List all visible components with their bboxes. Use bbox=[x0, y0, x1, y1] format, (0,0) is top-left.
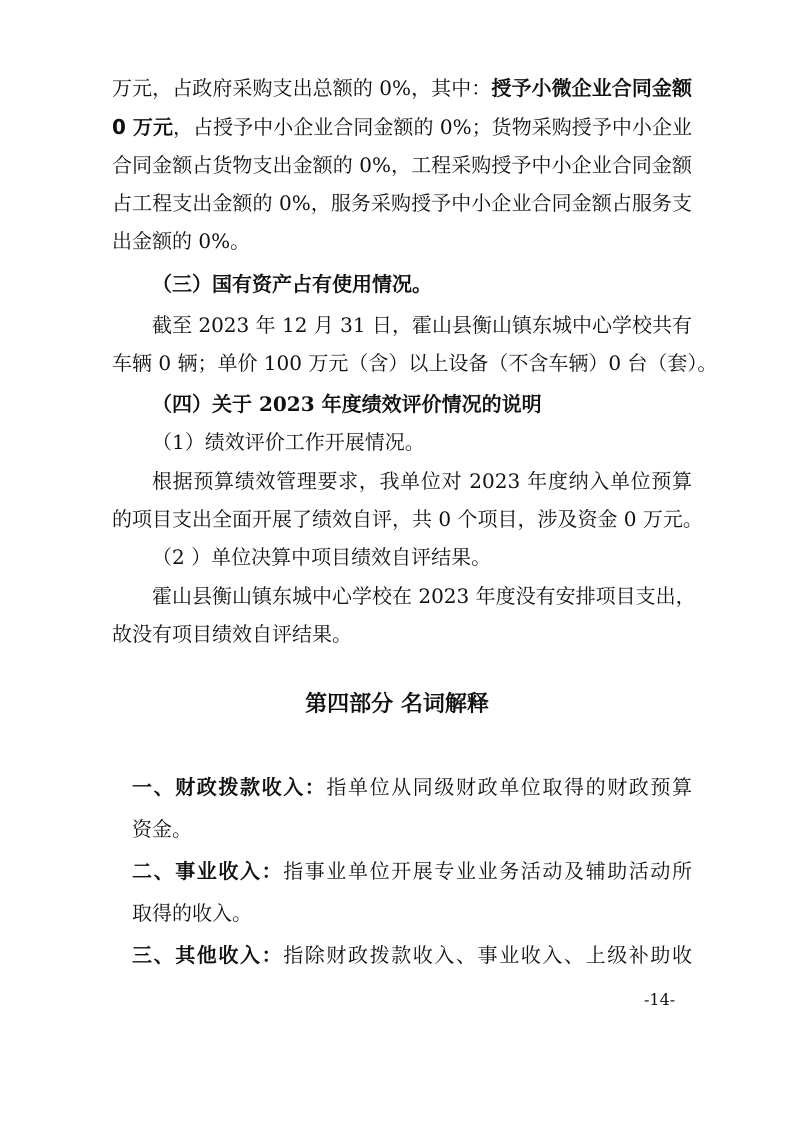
procurement-line-3: 合同金额占货物支出金额的 0%，工程采购授予中小企业合同金额 bbox=[112, 153, 692, 177]
procurement-emphasis-amount: 0 万元 bbox=[112, 115, 173, 139]
term-1-label: 一、财政拨款收入： bbox=[132, 775, 327, 799]
section-3-line-1: 截至 2023 年 12 月 31 日，霍山县衡山镇东城中心学校共有 bbox=[152, 313, 692, 337]
procurement-line-4: 占工程支出金额的 0%，服务采购授予中小企业合同金额占服务支 bbox=[112, 191, 692, 215]
section-4-para-1-line-2: 的项目支出全面开展了绩效自评，共 0 个项目，涉及资金 0 万元。 bbox=[112, 507, 703, 531]
term-2-line-1 bbox=[132, 857, 692, 885]
procurement-text: ，占授予中小企业合同金额的 0%；货物采购授予中小企业 bbox=[173, 115, 692, 139]
page-number: -14- bbox=[644, 990, 676, 1009]
procurement-line-1 bbox=[112, 74, 692, 102]
procurement-line-2 bbox=[112, 113, 692, 141]
section-3-heading: （三）国有资产占有使用情况。 bbox=[152, 272, 432, 296]
section-4-para-2-line-2: 故没有项目绩效自评结果。 bbox=[112, 622, 352, 646]
part-4-title: 第四部分 名词解释 bbox=[305, 692, 489, 717]
term-1-line-2: 资金。 bbox=[132, 817, 192, 841]
section-3-line-2: 车辆 0 辆；单价 100 万元（含）以上设备（不含车辆）0 台（套）。 bbox=[112, 351, 718, 375]
term-3-label: 三、其他收入： bbox=[132, 943, 284, 967]
term-3-definition: 指除财政拨款收入、事业收入、上级补助收 bbox=[283, 943, 693, 967]
term-3-line-1 bbox=[132, 941, 692, 969]
procurement-text: 万元，占政府采购支出总额的 0%，其中： bbox=[112, 76, 492, 100]
procurement-line-5: 出金额的 0%。 bbox=[112, 229, 251, 253]
section-4-sub-2: （2 ）单位决算中项目绩效自评结果。 bbox=[152, 545, 492, 569]
term-2-line-2: 取得的收入。 bbox=[132, 901, 252, 925]
section-4-heading: （四）关于 2023 年度绩效评价情况的说明 bbox=[152, 392, 542, 416]
section-4-sub-1: （1）绩效评价工作开展情况。 bbox=[152, 430, 425, 454]
term-1-definition: 指单位从同级财政单位取得的财政预算 bbox=[326, 775, 693, 799]
term-2-label: 二、事业收入： bbox=[132, 859, 284, 883]
procurement-emphasis: 授予小微企业合同金额 bbox=[491, 76, 693, 100]
term-1-line-1 bbox=[132, 773, 692, 801]
term-2-definition: 指事业单位开展专业业务活动及辅助活动所 bbox=[283, 859, 693, 883]
section-4-para-1-line-1: 根据预算绩效管理要求，我单位对 2023 年度纳入单位预算 bbox=[152, 469, 692, 493]
section-4-para-2-line-1: 霍山县衡山镇东城中心学校在 2023 年度没有安排项目支出， bbox=[152, 584, 696, 608]
